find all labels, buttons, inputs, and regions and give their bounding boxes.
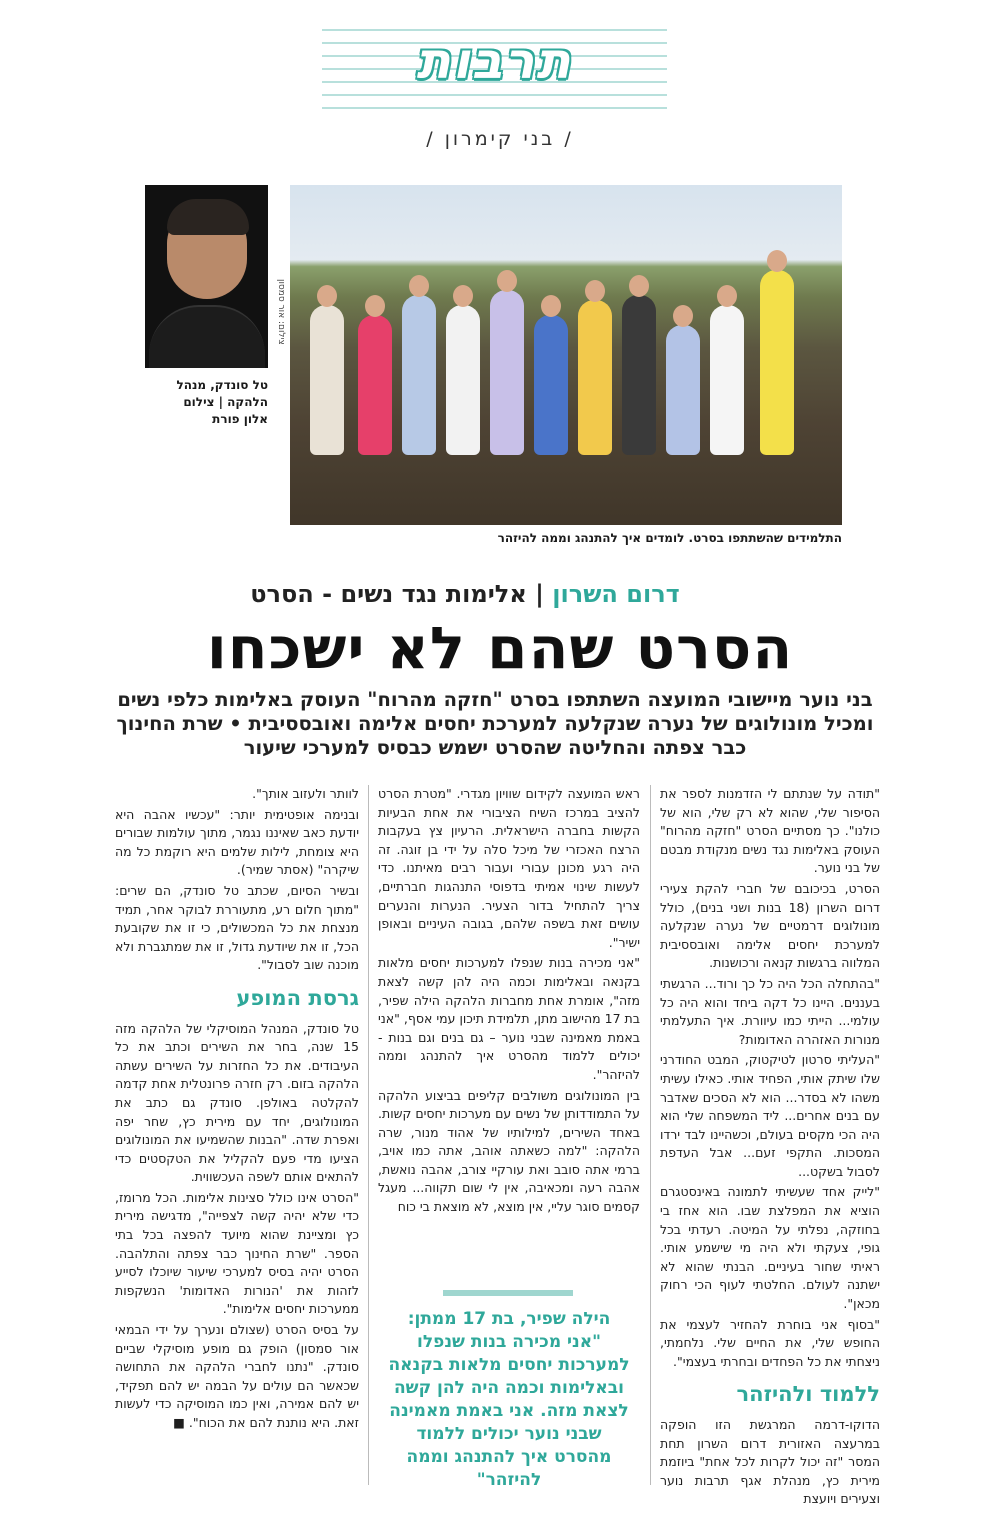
- photo-figure: [490, 290, 524, 455]
- photo-figure-head: [409, 275, 429, 297]
- lead-line: ומכיל מונולוגים של נערה שנקלעה למערכת יחסים אלימה ואובססיבית • שרת החינוך: [116, 712, 874, 735]
- photo-figure-head: [629, 275, 649, 297]
- portrait-photo: [145, 185, 268, 368]
- paragraph: על בסיס הסרט (שצולם ונערך על ידי הבמאי אור סמסון) הופק גם מופע מוסיקלי שביים סונדק. "נתנו לחברי הלהקה את התחושה שכאשר הם עולים על הבמה יש להם תפקיד, יש להם אמירה, ואין כמו המוסיקה כדי לעשות זאת. היא נותנת להם את הכוח". ■: [115, 1322, 359, 1430]
- paragraph: ובנימה אופטימית יותר: "עכשיו אהבה היא יודעת כאב שאיננו נגמר, מתוך עולמות שבורים היא צומחת, לילות שלמים היא רוקמת כל מה שיקרה" (אסתר שמיר).: [115, 806, 359, 878]
- article-lead: [95, 688, 895, 760]
- article-kicker: [150, 580, 780, 608]
- section-title: תרבות: [416, 32, 573, 90]
- lead-line: כבר צפתה והחליטה שהסרט ישמש כבסיס למערכי שיעור: [243, 736, 747, 759]
- paragraph: ובשיר הסיום, שכתב טל סונדק, הם שרים: "מתוך חלום רע, מתעוררת לבוקר אחר, תמיד מנצחת את כל המכשולים, כי זו את שקובעת הכל, זו את שיודעת גדול, זו את שמתגברת ולא מוכנה שוב לסבול".: [115, 882, 359, 973]
- photo-figure: [710, 305, 744, 455]
- photo-figure: [666, 325, 700, 455]
- portrait-shirt: [149, 305, 265, 368]
- photo-figure-head: [453, 285, 473, 307]
- portrait-caption-line: הלהקה | צילום: [183, 395, 268, 409]
- paragraph: "בהתחלה הכל היה כל כך ורוד... הרגשתי בעננים. היינו כל דקה ביחד והוא היה כל עולמי... הייתי כמו עיוורת. איך התעלמתי מנורות האזהרה האדומות?: [660, 975, 880, 1047]
- article-column-middle: [378, 785, 640, 1219]
- pull-quote-bar: [443, 1290, 573, 1296]
- paragraph: טל סונדק, המנהל המוסיקלי של הלהקה מזה 15 שנה, בחר את השירים וכתב את כל העיבודים. את כל החזרות על השירים עשתה הלהקה בזום. רק חזרה פרונטלית אחת קדמה להקלטה באולפן. סונדק גם כתב את המונולוגים, יחד עם מירית כץ, שחר יפה ואפרת שדה. "הבנות שהשמיעו את המונולוגים הציעו מדי פעם להקליל את הטקסטים כדי להתאים אותם לשפה העכשווית.: [115, 1020, 359, 1185]
- portrait-hair: [167, 199, 249, 235]
- photo-figure-head: [717, 285, 737, 307]
- paragraph: "הסרט אינו כולל סצינות אלימות. הכל מרומז, כדי שלא יהיה קשה לצפייה", מדגישה מירית כץ ומציינת שהוא מיועד להפצה בכל בתי הספר. "שרת החינוך כבר צפתה והתלהבה. הסרט יהיה בסיס למערכי שיעור שיוכלו לסייע לזהות את 'הנורות האדומות' הנשקפות ממערכות יחסים אלימות".: [115, 1189, 359, 1317]
- byline: / בני קימרון /: [426, 128, 574, 150]
- paragraph: ראש המועצה לקידום שוויון מגדרי. "מטרת הסרט להציב במרכז השיח הציבורי את אחת הבעיות הקשות בחברה הישראלית. הרעיון צץ בעקבות הרצח האכזרי של מיכל סלה על ידי בן זוגה. זה היה רגע מכונן עבורי ועבור רבים מאיתנו. כדי לעשות שינוי אמיתי בדפוסי התנהגות חברתיים, צריך להתחיל בדור הצעיר. הנערות והנערים עושים זאת בשפה שלהם, בגובה העיניים ובאופן ישיר".: [378, 786, 640, 950]
- photo-figure: [578, 300, 612, 455]
- photo-figure: [622, 295, 656, 455]
- paragraph: לוותר ולעזוב אותך".: [252, 786, 359, 801]
- paragraph: "בסוף אני בוחרת להחזיר לעצמי את החופש שלי, את החיים שלי. נלחמתי, ניצחתי את כל הפחדים ובחרתי בעצמי".: [660, 1316, 880, 1369]
- article-column-left: [115, 785, 359, 1435]
- photo-figure-head: [497, 270, 517, 292]
- photo-figure: [534, 315, 568, 455]
- paragraph: "לייק אחד שעשיתי לתמונה באינסטגרם הוציא את המפלצת שבו. הוא אחז בי בחוזקה, נפלתי על המיטה. רעדתי בכל גופי, צעקתי ולא היה מי שישמע אותי. ראיתי שחור בעיניים. הבנתי שהוא לא ישתנה לעולם. החלטתי לעוף הכי רחוק מכאן".: [660, 1184, 880, 1312]
- paragraph: "אני מכירה בנות שנפלו למערכות יחסים מלאות בקנאה ובאלימות וכמה היה להן קשה לצאת מזה", אומרת אחת מחברות הלהקה הילה שפיר, בת 17 מהישוב מתן, תלמידת תיכון עמי אסף, "אני באמת מאמינה שבני נוער – גם בנים וגם בנות - יכולים ללמוד מהסרט איך להתנהג וממה להיזהר".: [378, 955, 640, 1082]
- article-column-right: [660, 785, 880, 1511]
- article-title: הסרט שהם לא ישכחו: [206, 614, 794, 682]
- paragraph: הסרט, בכיכובם של חברי להקת צעירי דרום השרון (18 בנות ושני בנים), כולל מונולוגים דרמטיים של נערה שנקלעה למערכת יחסים אלימה ואובססיבית המלווה ברגשות קנאה ורכושנות.: [660, 880, 880, 971]
- portrait-caption-line: טל סונדק, מנהל: [176, 378, 268, 392]
- lead-line: בני נוער מיישובי המועצה השתתפו בסרט "חזקה מהרוח" העוסק באלימות כלפי נשים: [117, 688, 873, 711]
- photo-figure: [446, 305, 480, 455]
- pull-quote: [378, 1290, 640, 1490]
- photo-figure-head: [317, 285, 337, 307]
- kicker-topic: אלימות נגד נשים - הסרט: [250, 580, 527, 608]
- section-masthead: [322, 18, 667, 118]
- paragraph: הדוקו-דרמה המרגשת הזו הופקה במרעצה האזורית דרום השרון תחת המסר "זה יכול לקרות לכל אחת" ביוזמת מירית כץ, מנהלת אגף תרבות נוער וצעירים ויועצת: [660, 1417, 880, 1507]
- photo-figure: [310, 305, 344, 455]
- paragraph: "העליתי סרטון לטיקטוק, המבט החודרני שלו שיתק אותי, הפחיד אותי. כאילו עשיתי משהו לא בסדר... הוא לא הסכים שאדבר עם בנים אחרים... ליד המשפחה שלי הוא היה הכי מקסים בעולם, וכשהיינו לבד ירדו המסכות. התקפי זעם... אבל העדפת לסבול בשקט...: [660, 1052, 880, 1179]
- kicker-separator: |: [526, 580, 553, 608]
- column-divider: [650, 785, 651, 1485]
- pull-quote-text: הילה שפיר, בת 17 ממתן: "אני מכירה בנות שנפלו למערכות יחסים מלאות בקנאה ובאלימות וכמה היה להן קשה לצאת מזה. אני באמת מאמינה שבני נוער יכולים ללמוד מהסרט איך להתנהג וממה להיזהר": [388, 1309, 630, 1490]
- photo-figure: [402, 295, 436, 455]
- kicker-region: דרום השרון: [552, 580, 680, 608]
- photo-caption: התלמידים שהשתתפו בסרט. לומדים איך להתנהג וממה להיזהר: [497, 531, 842, 545]
- photo-figure-head: [585, 280, 605, 302]
- portrait-credit: צילום: אור סמסון: [276, 279, 286, 345]
- photo-figure-head: [673, 305, 693, 327]
- photo-figure: [358, 315, 392, 455]
- group-photo: [290, 185, 842, 525]
- subheading: ללמוד ולהיזהר: [736, 1382, 880, 1407]
- column-divider: [368, 785, 369, 1485]
- paragraph: "תודה על שנתתם לי הזדמנות לספר את הסיפור שלי, שהוא לא רק שלי, הוא של כולנו". כך מסתיים הסרט "חזקה מהרוח" העוסק באלימות נגד נשים מנקודת מבטם של בני נוער.: [660, 786, 880, 876]
- subheading: גרסת המופע: [236, 985, 359, 1010]
- photo-figure: [760, 270, 794, 455]
- photo-figure-head: [365, 295, 385, 317]
- photo-figure-head: [767, 250, 787, 272]
- photo-figure-head: [541, 295, 561, 317]
- paragraph: בין המונולוגים משולבים קליפים בביצוע הלהקה על התמודדותן של נשים עם מערכות יחסים קשות. באחד השירים, למילותיו של אהוד מנור, שרה הלהקה: "למה כשאתה אוהב, אתה כמו אויב, ברמי אתה סובב ואת עורקיי צורב, אהבה נואשת, אהבה רעה ומכאיבה, אין לי שום תקווה... מעגל קסמים סוגר עליי, אין מוצא, לא מוצאת בי כוח: [378, 1087, 640, 1215]
- portrait-caption: [140, 377, 268, 428]
- portrait-caption-line: אלון פורת: [212, 412, 268, 426]
